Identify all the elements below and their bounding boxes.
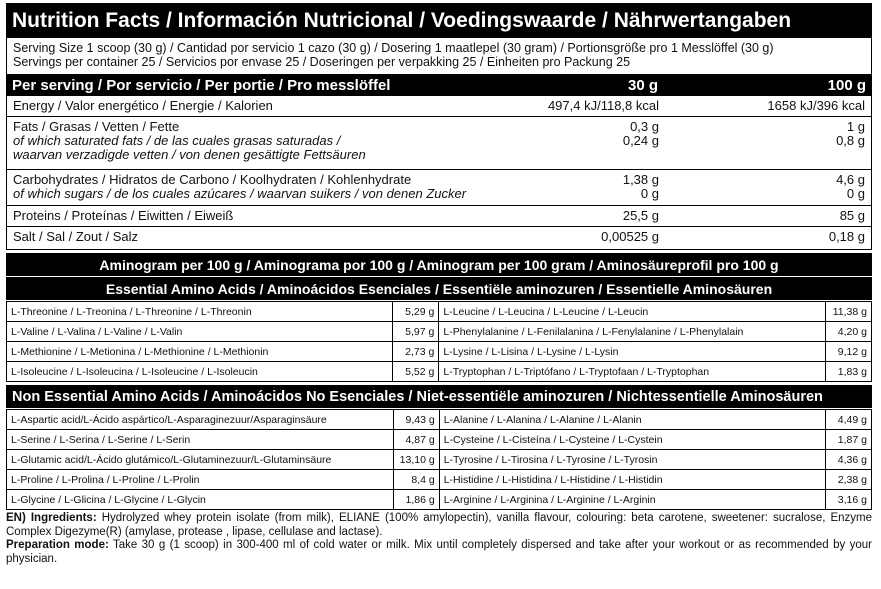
energy-label: Energy / Valor energético / Energie / Kalorien (13, 99, 273, 113)
amino-value-left: 1,86 g (393, 490, 439, 510)
fats-saturated-label-2: waarvan verzadigde vetten / von denen gesättigte Fettsäuren (13, 147, 366, 162)
amino-value-left: 9,43 g (393, 410, 439, 430)
salt-label: Salt / Sal / Zout / Salz (13, 230, 138, 244)
preparation-text: Take 30 g (1 scoop) in 300-400 ml of cold water or milk. Mix until completely dispersed and take after your workout or as recommended by your physician. (6, 539, 872, 565)
amino-name-right: L-Tryptophan / L-Triptófano / L-Tryptofaan / L-Tryptophan (439, 362, 826, 382)
amino-row (7, 342, 872, 362)
non-essential-amino-header: Non Essential Amino Acids / Aminoácidos No Esenciales / Niet-essentiële aminozuren / Nichtessentielle Aminosäuren (6, 385, 872, 409)
proteins-label: Proteins / Proteínas / Eiwitten / Eiweiß (13, 209, 234, 223)
amino-value-left: 4,87 g (393, 430, 439, 450)
proteins-30g: 25,5 g (622, 208, 659, 223)
amino-name-left: L-Glutamic acid/L-Ácido glutámico/L-Glutaminezuur/L-Glutaminsäure (7, 450, 394, 470)
nutrient-row-energy (6, 96, 872, 117)
amino-value-right: 9,12 g (826, 342, 872, 362)
preparation-label: Preparation mode: (6, 539, 109, 551)
serving-info (6, 38, 872, 74)
amino-row (7, 410, 872, 430)
amino-value-right: 4,20 g (826, 322, 872, 342)
amino-value-left: 5,97 g (393, 322, 439, 342)
amino-row (7, 430, 872, 450)
proteins-100g: 85 g (839, 208, 865, 223)
amino-row (7, 450, 872, 470)
energy-30g: 497,4 kJ/118,8 kcal (547, 98, 659, 113)
per-serving-header (6, 74, 872, 96)
col-header-30g: 30 g (627, 76, 658, 94)
amino-name-left: L-Threonine / L-Treonina / L-Threonine / L-Threonin (7, 302, 393, 322)
amino-row (7, 322, 872, 342)
fats-saturated-label-1: of which saturated fats / de las cuales grasas saturadas / (13, 133, 341, 148)
carbs-sugars-label: of which sugars / de los cuales azúcares / waarvan suikers / von denen Zucker (13, 186, 467, 201)
carbs-label: Carbohydrates / Hidratos de Carbono / Koolhydraten / Kohlenhydrate (13, 173, 412, 187)
energy-100g: 1658 kJ/396 kcal (767, 98, 865, 113)
amino-value-right: 3,16 g (826, 490, 872, 510)
essential-amino-table (6, 301, 872, 382)
essential-amino-header: Essential Amino Acids / Aminoácidos Esenciales / Essentiële aminozuren / Essentielle Aminosäuren (6, 277, 872, 301)
nutrient-row-carbohydrates (6, 170, 872, 206)
fats-100g: 1 g (846, 119, 865, 134)
amino-value-right: 4,49 g (826, 410, 872, 430)
amino-value-right: 1,87 g (826, 430, 872, 450)
preparation-paragraph (6, 539, 872, 566)
label-title: Nutrition Facts / Información Nutricional / Voedingswaarde / Nährwertangaben (6, 3, 872, 38)
amino-value-left: 2,73 g (393, 342, 439, 362)
ingredients-text: Hydrolyzed whey protein isolate (from milk), ELIANE (100% amylopectin), vanilla flavour, colouring: beta carotene, sweetener: sucralose, Enzyme Complex Digezyme(R) (amylase, protease , lipase, cellulase and lactase). (6, 512, 872, 538)
fats-saturated-30g: 0,24 g (622, 133, 659, 148)
amino-name-right: L-Leucine / L-Leucina / L-Leucine / L-Leucin (439, 302, 826, 322)
amino-name-left: L-Aspartic acid/L-Ácido aspártico/L-Asparaginezuur/Asparaginsäure (7, 410, 394, 430)
amino-value-right: 1,83 g (826, 362, 872, 382)
servings-per-container: Servings per container 25 / Servicios por envase 25 / Doseringen per verpakking 25 / Einheiten pro Packung 25 (13, 55, 631, 69)
carbs-sugars-100g: 0 g (846, 186, 865, 201)
amino-value-left: 8,4 g (393, 470, 439, 490)
amino-row (7, 302, 872, 322)
nutrient-row-salt (6, 227, 872, 250)
salt-100g: 0,18 g (828, 229, 865, 244)
ingredients-paragraph (6, 512, 872, 539)
amino-row (7, 490, 872, 510)
fats-30g: 0,3 g (630, 119, 659, 134)
nutrient-row-proteins (6, 206, 872, 227)
amino-name-right: L-Lysine / L-Lisina / L-Lysine / L-Lysin (439, 342, 826, 362)
fats-saturated-100g: 0,8 g (836, 133, 865, 148)
per-serving-label: Per serving / Por servicio / Per portie / Pro messlöffel (12, 76, 391, 94)
salt-30g: 0,00525 g (601, 229, 659, 244)
amino-name-right: L-Arginine / L-Arginina / L-Arginine / L-Arginin (439, 490, 825, 510)
amino-name-left: L-Serine / L-Serina / L-Serine / L-Serin (7, 430, 394, 450)
amino-name-right: L-Histidine / L-Histidina / L-Histidine / L-Histidin (439, 470, 825, 490)
carbs-30g: 1,38 g (622, 172, 659, 187)
carbs-sugars-30g: 0 g (640, 186, 659, 201)
aminogram-header: Aminogram per 100 g / Aminograma por 100 g / Aminogram per 100 gram / Aminosäureprofil pro 100 g (6, 253, 872, 277)
amino-name-right: L-Tyrosine / L-Tirosina / L-Tyrosine / L-Tyrosin (439, 450, 825, 470)
amino-value-right: 4,36 g (826, 450, 872, 470)
amino-name-left: L-Isoleucine / L-Isoleucina / L-Isoleucine / L-Isoleucin (7, 362, 393, 382)
nutrition-label (6, 3, 872, 566)
amino-value-left: 5,52 g (393, 362, 439, 382)
amino-value-left: 5,29 g (393, 302, 439, 322)
amino-value-left: 13,10 g (393, 450, 439, 470)
amino-row (7, 470, 872, 490)
col-header-100g: 100 g (827, 76, 866, 94)
nutrient-row-fats (6, 117, 872, 170)
ingredients-label: EN) Ingredients: (6, 512, 97, 524)
amino-name-right: L-Phenylalanine / L-Fenilalanina / L-Fenylalanine / L-Phenylalain (439, 322, 826, 342)
amino-name-left: L-Methionine / L-Metionina / L-Methionine / L-Methionin (7, 342, 393, 362)
amino-value-right: 2,38 g (826, 470, 872, 490)
ingredients-block (6, 512, 872, 566)
serving-size: Serving Size 1 scoop (30 g) / Cantidad por servicio 1 cazo (30 g) / Dosering 1 maatlepel (30 gram) / Portionsgröße pro 1 Messlöffel (30 g) (13, 41, 774, 55)
fats-label: Fats / Grasas / Vetten / Fette (13, 120, 180, 134)
carbs-100g: 4,6 g (836, 172, 865, 187)
amino-name-right: L-Cysteine / L-Cisteína / L-Cysteine / L-Cystein (439, 430, 825, 450)
amino-value-right: 11,38 g (826, 302, 872, 322)
amino-name-left: L-Proline / L-Prolina / L-Proline / L-Prolin (7, 470, 394, 490)
amino-name-left: L-Glycine / L-Glicina / L-Glycine / L-Glycin (7, 490, 394, 510)
amino-name-right: L-Alanine / L-Alanina / L-Alanine / L-Alanin (439, 410, 825, 430)
amino-name-left: L-Valine / L-Valina / L-Valine / L-Valin (7, 322, 393, 342)
non-essential-amino-table (6, 409, 872, 510)
amino-row (7, 362, 872, 382)
